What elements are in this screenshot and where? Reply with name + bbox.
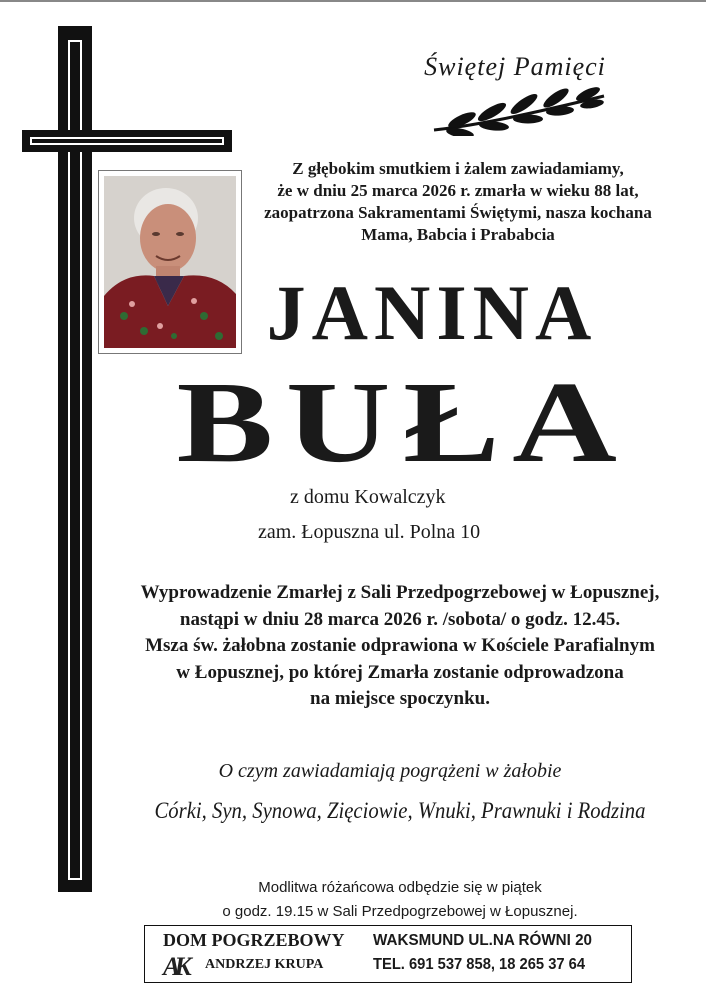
mourners-intro: O czym zawiadamiają pogrążeni w żałobie	[218, 760, 562, 782]
deceased-photo	[104, 176, 236, 348]
maiden-name: z domu Kowalczyk	[290, 486, 446, 508]
top-border-line	[0, 0, 706, 2]
rosary-line: Modlitwa różańcowa odbędzie się w piątek	[258, 879, 542, 896]
funeral-line: nastąpi w dniu 28 marca 2026 r. /sobota/ o godz. 12.45.	[179, 608, 621, 630]
announcement-intro	[238, 158, 678, 246]
funeral-home-logo: AK	[163, 952, 186, 981]
funeral-home-name: DOM POGRZEBOWY	[163, 930, 345, 950]
intro-line: Z głębokim smutkiem i żalem zawiadamiamy,	[292, 159, 624, 178]
funeral-line: Msza św. żałobna zostanie odprawiona w Kościele Parafialnym	[145, 635, 655, 656]
mourners-family: Córki, Syn, Synowa, Zięciowie, Wnuki, Prawnuki i Rodzina	[154, 798, 646, 823]
funeral-line: w Łopusznej, po której Zmarła zostanie odprowadzona	[176, 661, 624, 683]
rosary-info	[130, 876, 670, 924]
residence-address: zam. Łopuszna ul. Polna 10	[258, 521, 481, 543]
memory-heading: Świętej Pamięci	[424, 52, 606, 81]
intro-line: że w dniu 25 marca 2026 r. zmarła w wieku 88 lat,	[277, 181, 639, 200]
deceased-surname: BUŁA	[176, 359, 630, 487]
funeral-home-address: WAKSMUND UL.NA RÓWNI 20	[373, 932, 592, 949]
deceased-first-name: JANINA	[266, 269, 598, 356]
intro-line: zaopatrzona Sakramentami Świętymi, nasza kochana	[264, 203, 652, 222]
funeral-home-phone: TEL. 691 537 858, 18 265 37 64	[373, 956, 586, 973]
funeral-home-box	[144, 925, 632, 983]
funeral-home-owner: ANDRZEJ KRUPA	[205, 957, 324, 972]
funeral-details	[100, 580, 700, 713]
funeral-line: na miejsce spoczynku.	[310, 688, 490, 709]
rosary-line: o godz. 19.15 w Sali Przedpogrzebowej w Łopusznej.	[222, 903, 578, 920]
olive-branch-icon	[432, 86, 607, 136]
intro-line: Mama, Babcia i Prababcia	[361, 225, 555, 244]
funeral-line: Wyprowadzenie Zmarłej z Sali Przedpogrzebowej w Łopusznej,	[140, 582, 660, 603]
